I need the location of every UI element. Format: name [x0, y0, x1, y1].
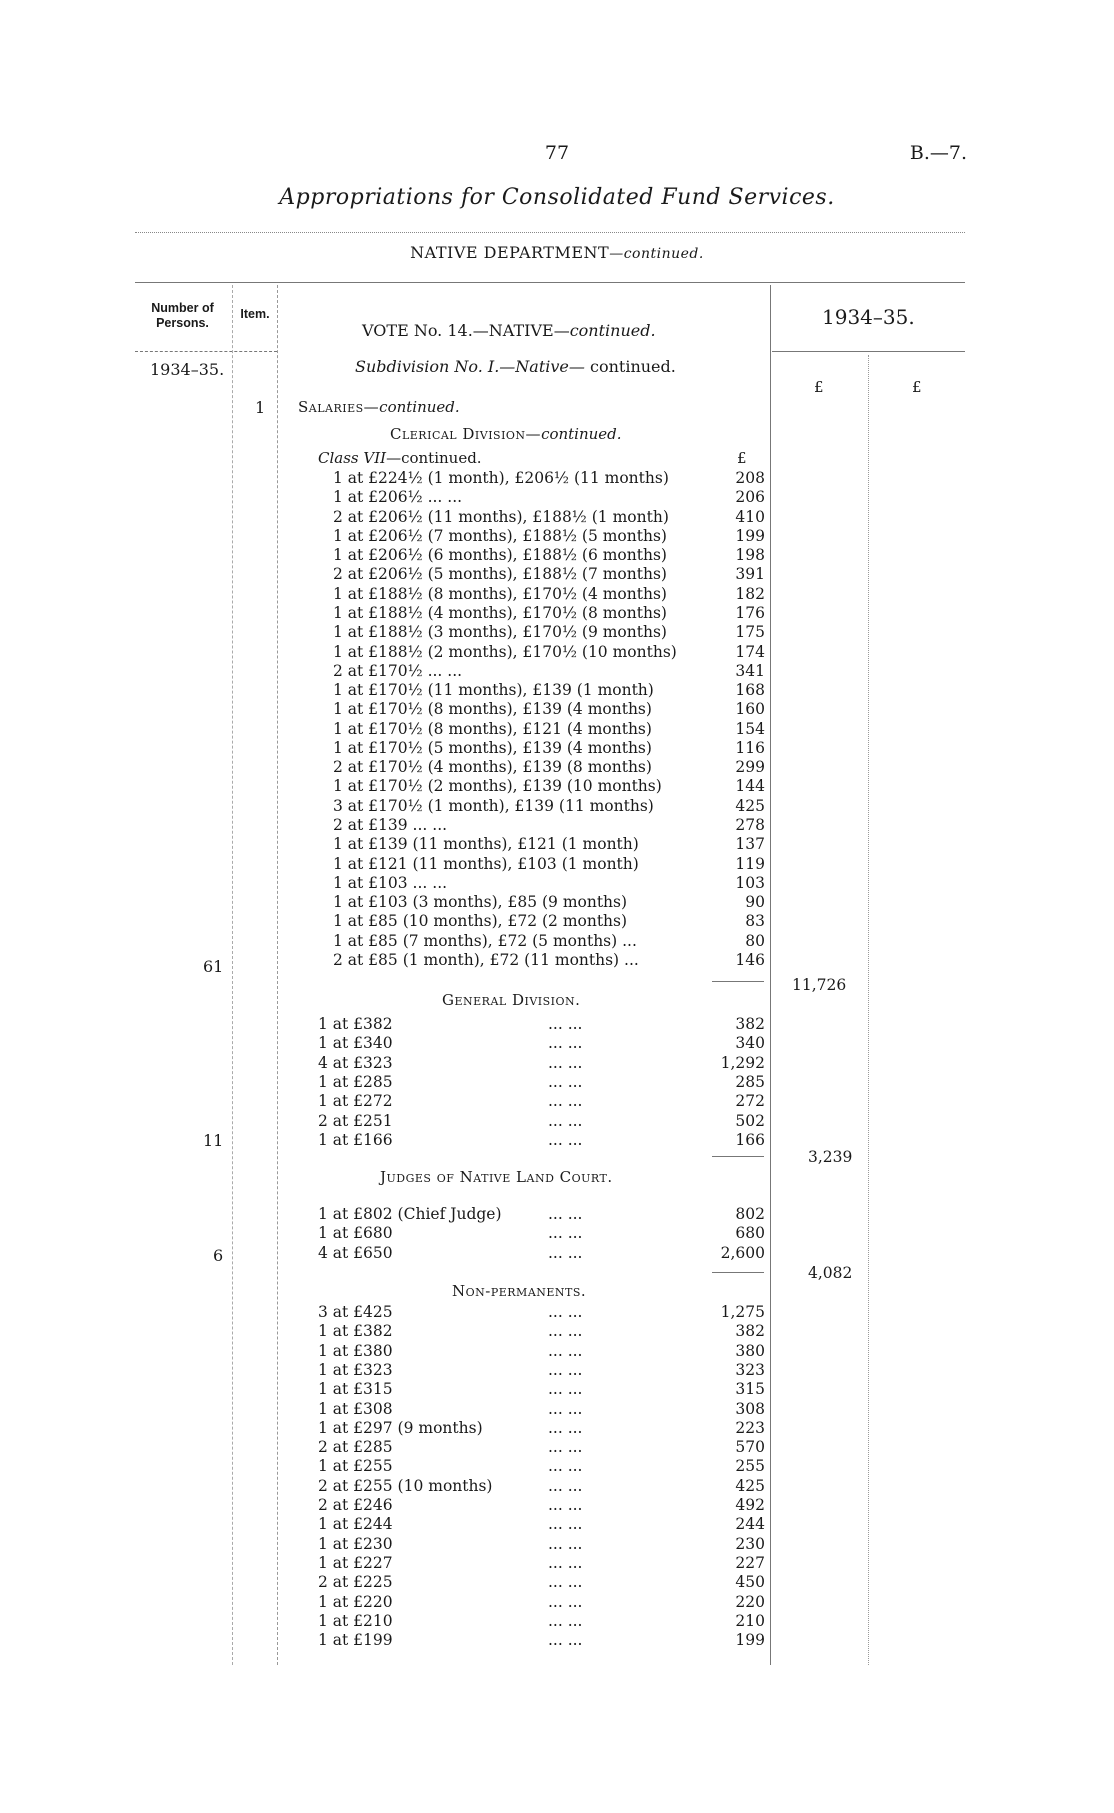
- row-amount: 492: [735, 1496, 765, 1514]
- item-column-divider: [277, 285, 278, 1665]
- row-description: 1 at £166: [318, 1130, 393, 1149]
- row-leader-dots: ... ...: [548, 1034, 583, 1053]
- row-amount: 1,292: [720, 1053, 765, 1072]
- row-description: 4 at £323: [318, 1053, 393, 1072]
- row-amount: 315: [735, 1380, 765, 1399]
- row-amount: 210: [735, 1611, 765, 1630]
- row-description: 1 at £85 (7 months), £72 (5 months) ...: [333, 931, 637, 950]
- table-row: [333, 951, 1113, 970]
- table-row: [318, 1573, 1098, 1592]
- row-description: 1 at £170½ (8 months), £121 (4 months): [333, 719, 652, 738]
- class-vii-label: Class VII—continued.: [318, 449, 482, 467]
- table-row: [333, 662, 1113, 681]
- judges-persons: 6: [213, 1246, 224, 1265]
- row-amount: 802: [735, 1205, 765, 1223]
- row-amount: 382: [735, 1015, 765, 1033]
- row-leader-dots: ... ...: [548, 1631, 583, 1650]
- row-amount: 299: [735, 758, 765, 777]
- table-row: [333, 912, 1113, 931]
- row-amount: 2,600: [720, 1243, 765, 1262]
- table-row: [318, 1496, 1098, 1515]
- row-amount: 680: [735, 1224, 765, 1243]
- non-permanents-heading: Non-permanents.: [452, 1282, 587, 1300]
- table-row: [333, 527, 1113, 546]
- row-description: 4 at £650: [318, 1243, 393, 1262]
- row-leader-dots: ... ...: [548, 1341, 583, 1360]
- row-leader-dots: ... ...: [548, 1072, 583, 1091]
- row-description: 1 at £382: [318, 1015, 393, 1033]
- row-leader-dots: ... ...: [548, 1553, 583, 1572]
- running-title: Appropriations for Consolidated Fund Services.: [279, 185, 835, 210]
- row-description: 1 at £308: [318, 1399, 393, 1418]
- clerical-total: 11,726: [792, 976, 847, 994]
- row-leader-dots: ... ...: [548, 1611, 583, 1630]
- row-amount: 272: [735, 1092, 765, 1111]
- row-leader-dots: ... ...: [548, 1592, 583, 1611]
- table-row: [318, 1457, 1098, 1476]
- page-number: 77: [544, 142, 570, 164]
- row-description: 2 at £255 (10 months): [318, 1476, 493, 1495]
- table-row: [333, 585, 1113, 604]
- row-amount: 116: [735, 738, 765, 757]
- judges-subtotal-rule: [712, 1272, 764, 1273]
- row-description: 1 at £230: [318, 1534, 393, 1553]
- row-description: 1 at £206½ ... ...: [333, 488, 463, 507]
- row-description: 1 at £121 (11 months), £103 (1 month): [333, 854, 639, 873]
- vote-title: VOTE No. 14.—NATIVE—continued.: [362, 321, 656, 340]
- row-description: 1 at £323: [318, 1360, 393, 1379]
- row-amount: 230: [735, 1534, 765, 1553]
- table-row: [333, 469, 1113, 488]
- row-leader-dots: ... ...: [548, 1573, 583, 1592]
- row-description: 1 at £340: [318, 1034, 393, 1053]
- row-description: 3 at £425: [318, 1303, 393, 1321]
- table-row: [333, 758, 1113, 777]
- row-description: 1 at £227: [318, 1553, 393, 1572]
- table-row: [318, 1073, 1098, 1092]
- row-description: 1 at £220: [318, 1592, 393, 1611]
- table-row: [333, 508, 1113, 527]
- table-row: [333, 932, 1113, 951]
- row-description: 1 at £206½ (7 months), £188½ (5 months): [333, 526, 667, 545]
- row-description: 2 at £170½ (4 months), £139 (8 months): [333, 758, 652, 777]
- row-amount: 502: [735, 1111, 765, 1130]
- row-description: 1 at £199: [318, 1631, 393, 1650]
- row-amount: 223: [735, 1418, 765, 1437]
- row-amount: 425: [735, 1476, 765, 1495]
- row-description: 2 at £139 ... ...: [333, 816, 448, 835]
- row-leader-dots: ... ...: [548, 1418, 583, 1437]
- department-title: NATIVE DEPARTMENT—continued.: [410, 243, 704, 262]
- row-description: 1 at £680: [318, 1224, 393, 1243]
- row-description: 1 at £139 (11 months), £121 (1 month): [333, 835, 639, 854]
- row-description: 2 at £225: [318, 1573, 393, 1592]
- row-amount: 198: [735, 546, 765, 565]
- year-head-rule: [772, 351, 965, 352]
- row-description: 1 at £188½ (3 months), £170½ (9 months): [333, 623, 667, 642]
- table-row: [318, 1322, 1098, 1341]
- row-amount: 308: [735, 1399, 765, 1418]
- row-description: 2 at £206½ (5 months), £188½ (7 months): [333, 565, 667, 584]
- table-row: [318, 1034, 1098, 1053]
- row-description: 1 at £170½ (8 months), £139 (4 months): [333, 700, 652, 719]
- row-amount: 166: [735, 1130, 765, 1149]
- row-leader-dots: ... ...: [548, 1111, 583, 1130]
- table-row: [333, 739, 1113, 758]
- row-description: 1 at £170½ (5 months), £139 (4 months): [333, 738, 652, 757]
- pound-sign-col1: £: [814, 378, 824, 396]
- row-amount: 380: [735, 1341, 765, 1360]
- row-description: 1 at £244: [318, 1515, 393, 1534]
- row-amount: 340: [735, 1034, 765, 1053]
- table-row: [333, 681, 1113, 700]
- row-description: 1 at £85 (10 months), £72 (2 months): [333, 912, 628, 931]
- row-leader-dots: ... ...: [548, 1322, 583, 1341]
- table-row: [333, 777, 1113, 796]
- row-amount: 182: [735, 584, 765, 603]
- row-amount: 146: [735, 951, 765, 969]
- row-description: 2 at £85 (1 month), £72 (11 months) ...: [333, 951, 639, 969]
- row-amount: 341: [735, 661, 765, 680]
- row-description: 1 at £315: [318, 1380, 393, 1399]
- column-head-rule: [135, 351, 277, 352]
- item-heading: Item.: [240, 307, 270, 321]
- number-of-persons-heading: Number of Persons.: [151, 301, 214, 330]
- table-row: [318, 1015, 1098, 1034]
- row-leader-dots: ... ...: [548, 1303, 583, 1321]
- row-amount: 255: [735, 1457, 765, 1476]
- row-description: 1 at £802 (Chief Judge): [318, 1205, 502, 1223]
- row-amount: 137: [735, 835, 765, 854]
- title-rule: [135, 232, 965, 233]
- subdivision-title: Subdivision No. I.—Native— continued.: [355, 357, 676, 376]
- table-row: [333, 874, 1113, 893]
- judges-heading: Judges of Native Land Court.: [380, 1168, 613, 1186]
- row-leader-dots: ... ...: [548, 1205, 583, 1223]
- table-row: [318, 1342, 1098, 1361]
- table-row: [318, 1303, 1098, 1322]
- row-description: 1 at £188½ (4 months), £170½ (8 months): [333, 603, 667, 622]
- row-amount: 382: [735, 1322, 765, 1341]
- table-row: [333, 700, 1113, 719]
- table-row: [333, 488, 1113, 507]
- row-description: 1 at £297 (9 months): [318, 1418, 483, 1437]
- table-row: [333, 835, 1113, 854]
- row-amount: 154: [735, 719, 765, 738]
- row-amount: 450: [735, 1573, 765, 1592]
- row-amount: 199: [735, 1631, 765, 1650]
- item-number: 1: [255, 398, 266, 417]
- row-amount: 160: [735, 700, 765, 719]
- table-row: [333, 546, 1113, 565]
- row-description: 3 at £170½ (1 month), £139 (11 months): [333, 796, 654, 815]
- table-row: [333, 604, 1113, 623]
- row-amount: 119: [735, 854, 765, 873]
- row-amount: 278: [735, 816, 765, 835]
- row-description: 2 at £206½ (11 months), £188½ (1 month): [333, 507, 669, 526]
- row-amount: 174: [735, 642, 765, 661]
- row-leader-dots: ... ...: [548, 1438, 583, 1457]
- table-row: [333, 893, 1113, 912]
- table-row: [333, 565, 1113, 584]
- row-description: 1 at £380: [318, 1341, 393, 1360]
- year-column-heading: 1934–35.: [822, 305, 915, 329]
- pound-sign-amounts: £: [737, 449, 747, 467]
- row-amount: 103: [735, 873, 765, 892]
- row-amount: 208: [735, 469, 765, 487]
- row-leader-dots: ... ...: [548, 1360, 583, 1379]
- row-amount: 323: [735, 1360, 765, 1379]
- row-amount: 220: [735, 1592, 765, 1611]
- table-row: [318, 1535, 1098, 1554]
- row-description: 2 at £246: [318, 1496, 393, 1514]
- row-description: 1 at £170½ (2 months), £139 (10 months): [333, 777, 662, 796]
- row-leader-dots: ... ...: [548, 1380, 583, 1399]
- row-description: 2 at £170½ ... ...: [333, 661, 463, 680]
- table-row: [318, 1244, 1098, 1263]
- document-reference: B.—7.: [909, 142, 967, 164]
- general-total: 3,239: [808, 1148, 853, 1166]
- row-description: 1 at £103 (3 months), £85 (9 months): [333, 893, 628, 912]
- table-row: [318, 1054, 1098, 1073]
- clerical-persons: 61: [203, 957, 224, 976]
- row-amount: 144: [735, 777, 765, 796]
- pound-sign-col2: £: [912, 378, 922, 396]
- row-leader-dots: ... ...: [548, 1399, 583, 1418]
- row-amount: 83: [745, 912, 765, 931]
- table-row: [333, 643, 1113, 662]
- table-row: [318, 1380, 1098, 1399]
- row-description: 1 at £188½ (8 months), £170½ (4 months): [333, 584, 667, 603]
- row-description: 1 at £103 ... ...: [333, 873, 448, 892]
- row-description: 1 at £206½ (6 months), £188½ (6 months): [333, 546, 667, 565]
- row-amount: 391: [735, 565, 765, 584]
- general-subtotal-rule: [712, 1156, 764, 1157]
- row-description: 1 at £382: [318, 1322, 393, 1341]
- row-description: 1 at £210: [318, 1611, 393, 1630]
- table-row: [318, 1477, 1098, 1496]
- table-row: [318, 1631, 1098, 1650]
- table-row: [318, 1092, 1098, 1111]
- table-row: [333, 855, 1113, 874]
- row-leader-dots: ... ...: [548, 1496, 583, 1514]
- judges-total: 4,082: [808, 1264, 853, 1282]
- row-amount: 175: [735, 623, 765, 642]
- row-leader-dots: ... ...: [548, 1457, 583, 1476]
- row-amount: 1,275: [720, 1303, 765, 1321]
- row-amount: 90: [745, 893, 765, 912]
- salaries-heading: Salaries—continued.: [298, 398, 460, 416]
- row-leader-dots: ... ...: [548, 1092, 583, 1111]
- row-description: 1 at £224½ (1 month), £206½ (11 months): [333, 469, 669, 487]
- row-leader-dots: ... ...: [548, 1053, 583, 1072]
- row-amount: 227: [735, 1553, 765, 1572]
- table-row: [333, 816, 1113, 835]
- row-description: 1 at £272: [318, 1092, 393, 1111]
- table-row: [318, 1131, 1098, 1150]
- row-leader-dots: ... ...: [548, 1224, 583, 1243]
- table-row: [333, 720, 1113, 739]
- table-row: [318, 1612, 1098, 1631]
- row-description: 1 at £255: [318, 1457, 393, 1476]
- row-amount: 244: [735, 1515, 765, 1534]
- row-amount: 570: [735, 1438, 765, 1457]
- row-amount: 199: [735, 526, 765, 545]
- table-row: [318, 1361, 1098, 1380]
- row-description: 1 at £285: [318, 1072, 393, 1091]
- row-amount: 285: [735, 1072, 765, 1091]
- table-row: [333, 797, 1113, 816]
- clerical-subtotal-rule: [712, 981, 764, 982]
- table-row: [318, 1224, 1098, 1243]
- row-description: 1 at £188½ (2 months), £170½ (10 months): [333, 642, 677, 661]
- row-leader-dots: ... ...: [548, 1130, 583, 1149]
- row-amount: 425: [735, 796, 765, 815]
- row-description: 2 at £251: [318, 1111, 393, 1130]
- table-row: [318, 1112, 1098, 1131]
- table-top-rule: [135, 282, 965, 283]
- row-amount: 80: [745, 931, 765, 950]
- row-leader-dots: ... ...: [548, 1015, 583, 1033]
- persons-year-label: 1934–35.: [150, 360, 225, 379]
- row-amount: 176: [735, 603, 765, 622]
- general-persons: 11: [203, 1131, 224, 1150]
- table-row: [318, 1400, 1098, 1419]
- general-division-heading: General Division.: [442, 991, 581, 1009]
- row-amount: 168: [735, 681, 765, 700]
- table-row: [318, 1515, 1098, 1534]
- table-row: [318, 1419, 1098, 1438]
- row-leader-dots: ... ...: [548, 1534, 583, 1553]
- row-leader-dots: ... ...: [548, 1476, 583, 1495]
- table-row: [333, 623, 1113, 642]
- row-amount: 410: [735, 507, 765, 526]
- table-row: [318, 1205, 1098, 1224]
- row-description: 2 at £285: [318, 1438, 393, 1457]
- table-row: [318, 1438, 1098, 1457]
- table-row: [318, 1554, 1098, 1573]
- persons-column-divider: [232, 285, 233, 1665]
- row-leader-dots: ... ...: [548, 1515, 583, 1534]
- table-row: [318, 1593, 1098, 1612]
- clerical-division-heading: Clerical Division—continued.: [390, 425, 622, 443]
- row-leader-dots: ... ...: [548, 1243, 583, 1262]
- row-description: 1 at £170½ (11 months), £139 (1 month): [333, 681, 654, 700]
- row-amount: 206: [735, 488, 765, 507]
